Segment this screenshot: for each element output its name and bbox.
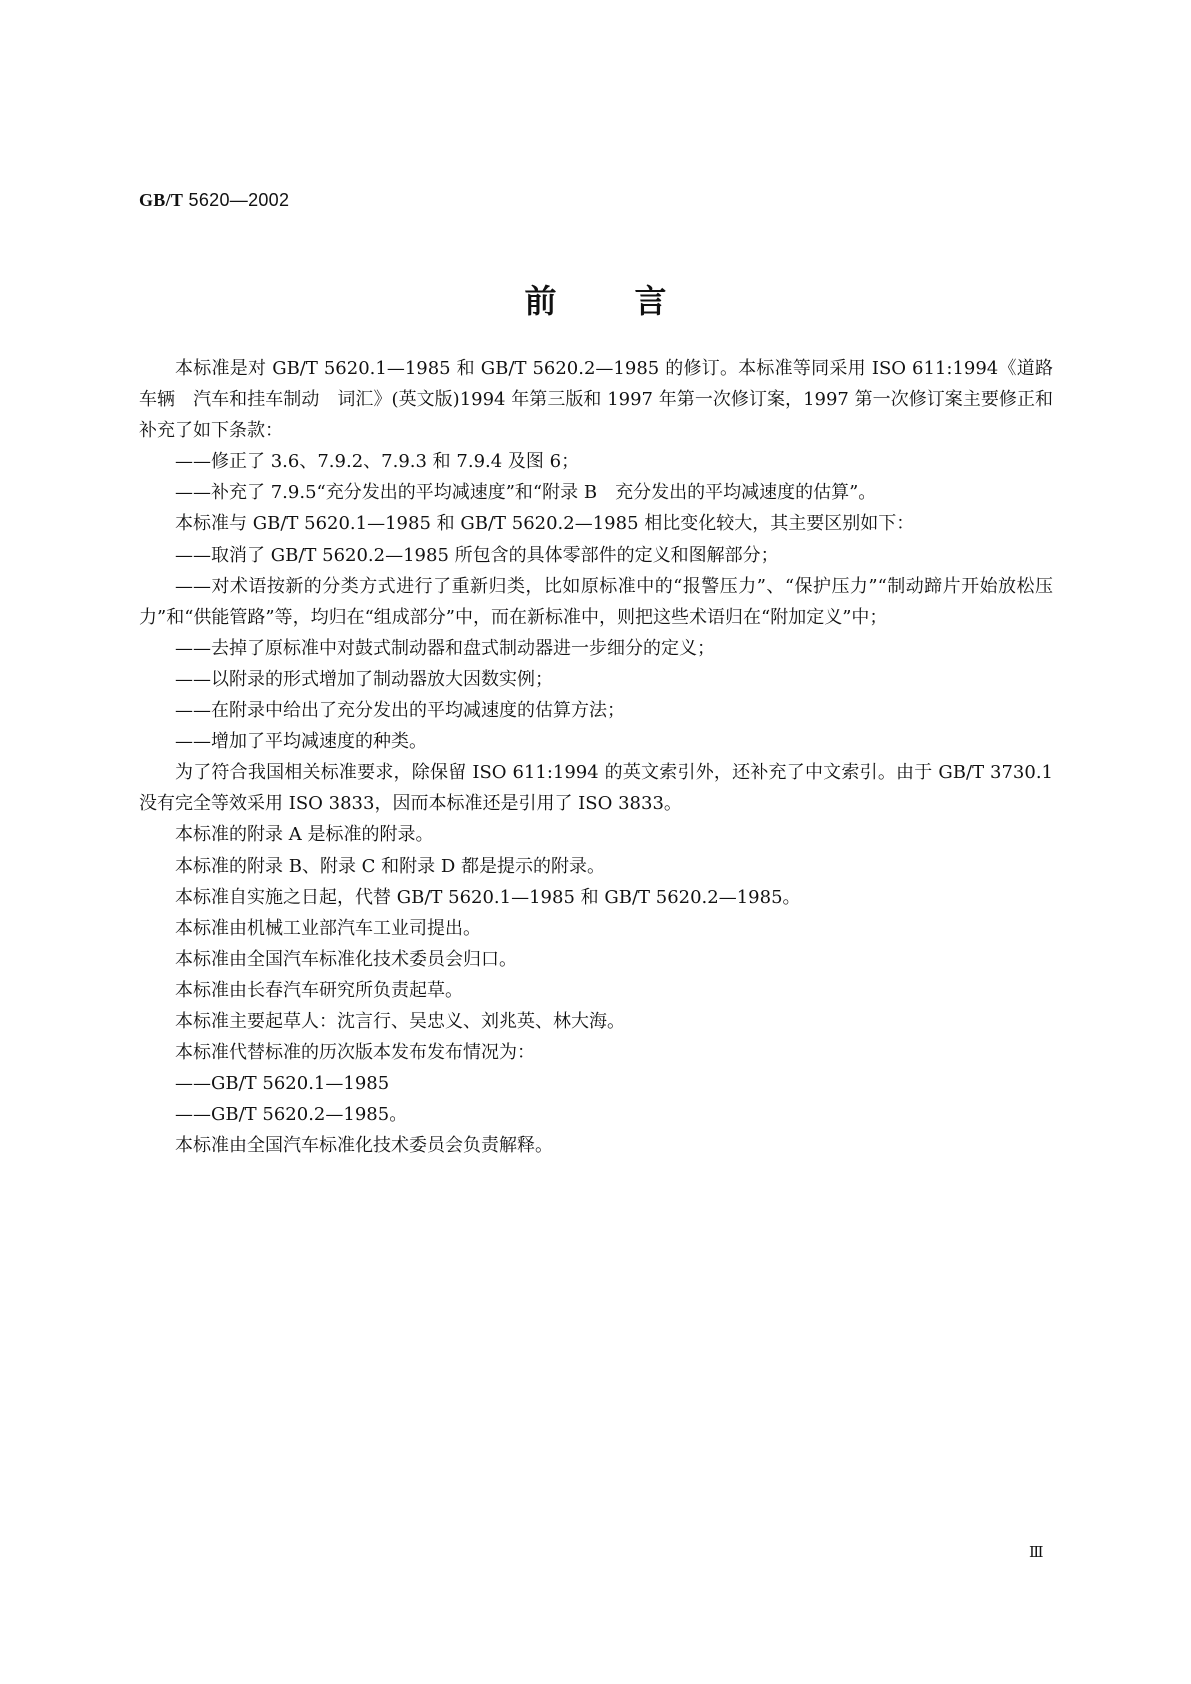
appendix-note: 本标准的附录 A 是标准的附录。 (175, 824, 434, 846)
intro-paragraph: 本标准是对 GB/T 5620.1—1985 和 GB/T 5620.2—1985 的修订。本标准等同采用 ISO 611:1994《道路车辆 汽车和挂车制动 词汇》(英文版)1994 年第三版和 1997 年第一次修订案，1997 第一次修订案主要修正和补充了如下条款： (139, 358, 1053, 442)
standard-prefix: GB/T (139, 190, 184, 210)
list-item: ——增加了平均减速度的种类。 (175, 731, 427, 753)
list-item: ——取消了 GB/T 5620.2—1985 所包含的具体零部件的定义和图解部分； (175, 544, 779, 566)
list-item: ——修正了 3.6、7.9.2、7.9.3 和 7.9.4 及图 6； (175, 451, 580, 473)
list-item: ——去掉了原标准中对鼓式制动器和盘式制动器进一步细分的定义； (175, 637, 715, 659)
history-item: ——GB/T 5620.1—1985 (175, 1073, 390, 1095)
history-item: ——GB/T 5620.2—1985。 (175, 1104, 408, 1126)
foreword-body (139, 353, 1053, 1161)
drafters-note: 本标准主要起草人：沈言行、吴忠义、刘兆英、林大海。 (175, 1010, 625, 1032)
list-item: ——对术语按新的分类方式进行了重新归类，比如原标准中的“报警压力”、“保护压力”“制动蹄片开始放松压力”和“供能管路”等，均归在“组成部分”中，而在新标准中，则把这些术语归在“附加定义”中； (139, 575, 1053, 628)
list-item: ——以附录的形式增加了制动器放大因数实例； (175, 668, 553, 690)
index-paragraph: 为了符合我国相关标准要求，除保留 ISO 611:1994 的英文索引外，还补充了中文索引。由于 GB/T 3730.1没有完全等效采用 ISO 3833，因而本标准还是引用了 ISO 3833。 (139, 762, 1053, 815)
standard-number: 5620—2002 (183, 190, 290, 210)
proposer-note: 本标准由机械工业部汽车工业司提出。 (175, 917, 481, 939)
comparison-paragraph: 本标准与 GB/T 5620.1—1985 和 GB/T 5620.2—1985 相比变化较大，其主要区别如下： (175, 513, 915, 535)
list-item: ——在附录中给出了充分发出的平均减速度的估算方法； (175, 700, 625, 722)
page-title: 前言 (524, 282, 745, 320)
page-number: Ⅲ (1029, 1545, 1044, 1561)
appendix-note: 本标准的附录 B、附录 C 和附录 D 都是提示的附录。 (175, 855, 606, 877)
document-code (139, 190, 289, 211)
committee-note: 本标准由全国汽车标准化技术委员会归口。 (175, 948, 517, 970)
replacement-note: 本标准自实施之日起，代替 GB/T 5620.1—1985 和 GB/T 5620.2—1985。 (175, 886, 801, 908)
list-item: ——补充了 7.9.5“充分发出的平均减速度”和“附录 B 充分发出的平均减速度的估算”。 (175, 482, 877, 504)
drafting-unit-note: 本标准由长春汽车研究所负责起草。 (175, 979, 463, 1001)
interpretation-note: 本标准由全国汽车标准化技术委员会负责解释。 (175, 1135, 553, 1157)
history-heading: 本标准代替标准的历次版本发布发布情况为： (175, 1042, 535, 1064)
